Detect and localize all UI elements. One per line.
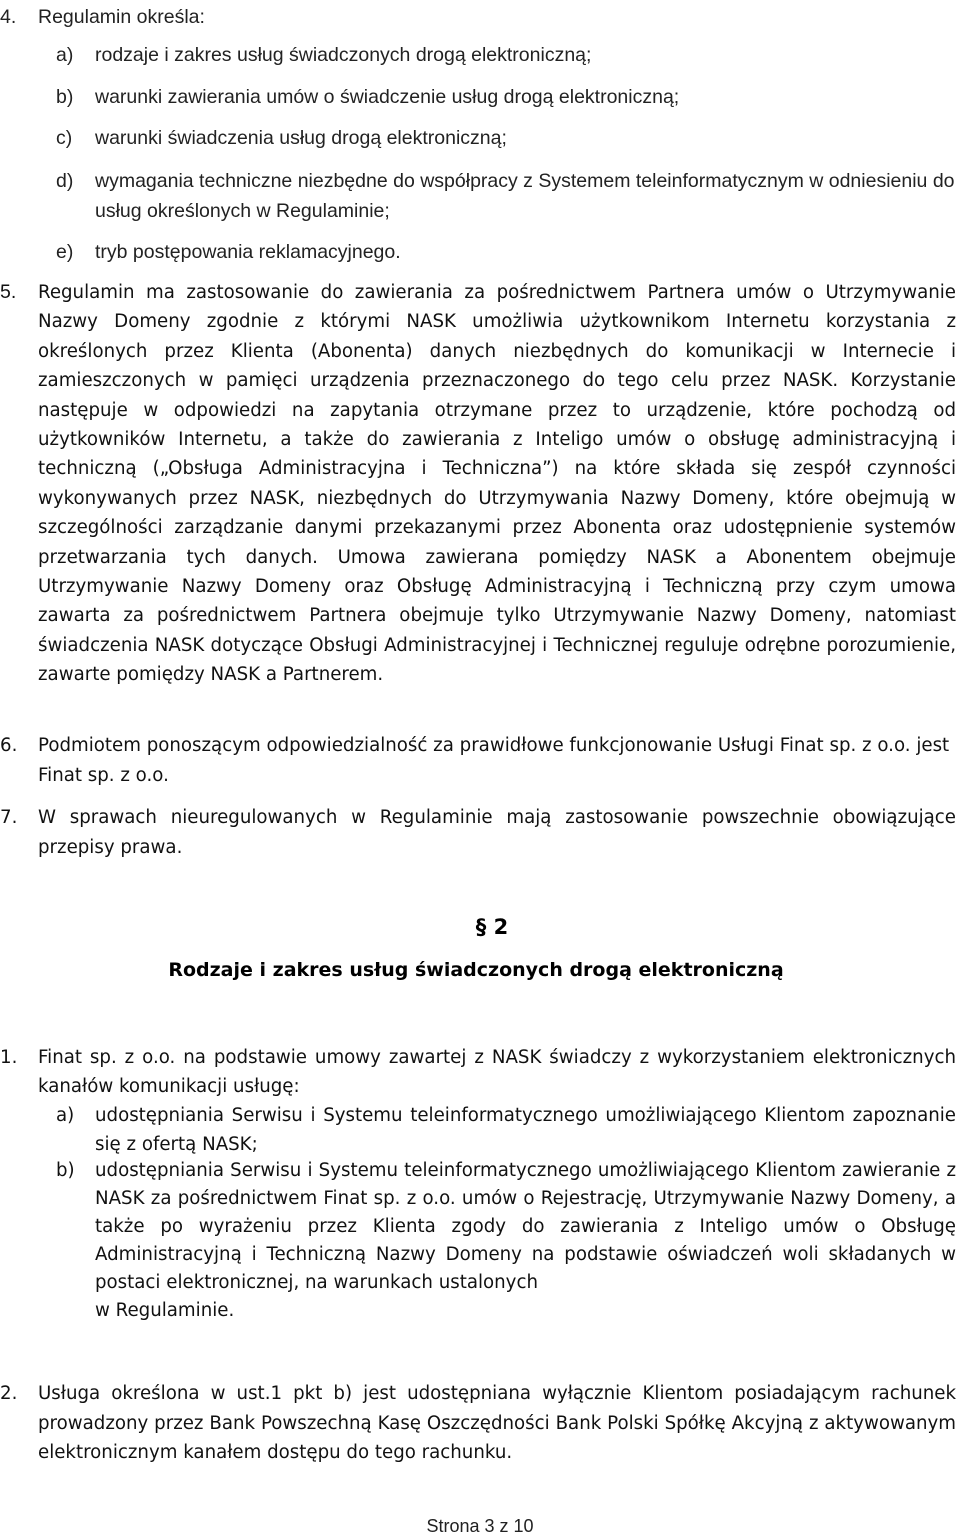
item-number: 7.	[0, 807, 18, 828]
list-item-5	[0, 278, 956, 690]
sub-label: a)	[56, 1105, 75, 1126]
item-number: 4.	[0, 6, 17, 28]
sub-item-b	[0, 83, 956, 111]
item-number: 6.	[0, 735, 18, 756]
sub-label: d)	[56, 170, 74, 192]
item-text: Finat sp. z o.o. na podstawie umowy zawartej z NASK świadczy z wykorzystaniem elektronicznych kanałów komunikacji usługę:	[38, 1047, 956, 1097]
item-number: 5.	[0, 281, 17, 303]
sub-item-e	[0, 238, 956, 266]
sub-label: b)	[56, 86, 74, 108]
page-number: Strona 3 z 10	[426, 1516, 534, 1536]
sub-text: udostępniania Serwisu i Systemu teleinformatycznego umożliwiającego Klientom zawieranie z NASK za pośrednictwem Finat sp. z o.o. umów o Rejestrację, Utrzymywanie Nazwy Domeny, a także po wyrażeniu przez Klienta zgody do zawierania z Inteligo umów o Obsługę Administracyjną i Techniczną Nazwy Domeny na podstawie oświadczeń woli składanych w postaci elektronicznej, na warunkach ustalonych	[95, 1160, 956, 1293]
sub-item-a	[0, 41, 956, 69]
sub-text: wymagania techniczne niezbędne do współpracy z Systemem teleinformatycznym w odniesieniu do usług określonych w Regulaminie;	[95, 170, 955, 222]
sub-text: warunki świadczenia usług drogą elektroniczną;	[95, 127, 507, 149]
item-text: W sprawach nieuregulowanych w Regulaminie mają zastosowanie powszechnie obowiązujące przepisy prawa.	[38, 807, 956, 858]
sub-label: e)	[56, 241, 74, 263]
item-number: 2.	[0, 1383, 18, 1404]
sub-item-d	[0, 166, 956, 226]
sub-item-a	[0, 1101, 956, 1159]
sub-text: rodzaje i zakres usług świadczonych drogą elektroniczną;	[95, 44, 592, 66]
item-text: Podmiotem ponoszącym odpowiedzialność za prawidłowe funkcjonowanie Usługi Finat sp. z o.o. jest Finat sp. z o.o.	[38, 735, 950, 786]
sub-text: tryb postępowania reklamacyjnego.	[95, 241, 401, 263]
list-item-7	[0, 803, 956, 863]
sub-label: a)	[56, 44, 74, 66]
sub-item-b	[0, 1157, 956, 1325]
item-number: 1.	[0, 1047, 18, 1068]
section-heading	[0, 915, 960, 939]
sub-label: c)	[56, 127, 73, 149]
sub-text: udostępniania Serwisu i Systemu teleinformatycznego umożliwiającego Klientom zapoznanie się z ofertą NASK;	[95, 1105, 956, 1155]
item-text: Usługa określona w ust.1 pkt b) jest udostępniana wyłącznie Klientom posiadającym rachunek prowadzony przez Bank Powszechną Kasę Oszczędności Bank Polski Spółkę Akcyjną z aktywowanym elektronicznym kanałem dostępu do tego rachunku.	[38, 1383, 956, 1463]
sub-label: b)	[56, 1160, 75, 1181]
sub-text-tail: w Regulaminie.	[95, 1300, 235, 1321]
sub-item-c	[0, 124, 956, 152]
item-text: Regulamin ma zastosowanie do zawierania za pośrednictwem Partnera umów o Utrzymywanie Nazwy Domeny zgodnie z którymi NASK umożliwia użytkownikom Internetu korzystania z określonych przez Klienta (Abonenta) danych niezbędnych do komunikacji w Internecie i zamieszczonych w pamięci urządzenia przeznaczonego do tego celu przez NASK. Korzystanie następuje w odpowiedzi na zapytania otrzymane przez to urządzenie, które pochodzą od użytkowników Internetu, a także do zawierania z Inteligo umów o obsługę administracyjną i techniczną („Obsługa Administracyjna i Techniczna”) na które składa się zespół czynności wykonywanych przez NASK, niezbędnych do Utrzymywania Nazwy Domeny, które obejmują w szczególności zarządzanie danymi przekazanymi przez Abonenta oraz udostępnienie systemów przetwarzania tych danych. Umowa zawierana pomiędzy NASK a Abonentem obejmuje Utrzymywanie Nazwy Domeny oraz Obsługę Administracyjną i Techniczną przy czym umowa zawarta za pośrednictwem Partnera obejmuje tylko Utrzymywanie Nazwy Domeny, natomiast świadczenia NASK dotyczące Obsługi Administracyjnej i Technicznej reguluje odrębne porozumienie, zawarte pomiędzy NASK a Partnerem.	[38, 282, 956, 686]
list-item-4	[0, 3, 956, 31]
list-item-6	[0, 731, 956, 791]
section-number: § 2	[475, 915, 509, 939]
section-title-wrap	[0, 959, 960, 981]
sub-text: warunki zawierania umów o świadczenie usług drogą elektroniczną;	[95, 86, 680, 108]
section-title: Rodzaje i zakres usług świadczonych drogą elektroniczną	[168, 959, 784, 981]
section2-item-1	[0, 1043, 956, 1101]
page-footer	[0, 1516, 960, 1537]
item-text: Regulamin określa:	[38, 6, 205, 28]
section2-item-2	[0, 1379, 956, 1468]
